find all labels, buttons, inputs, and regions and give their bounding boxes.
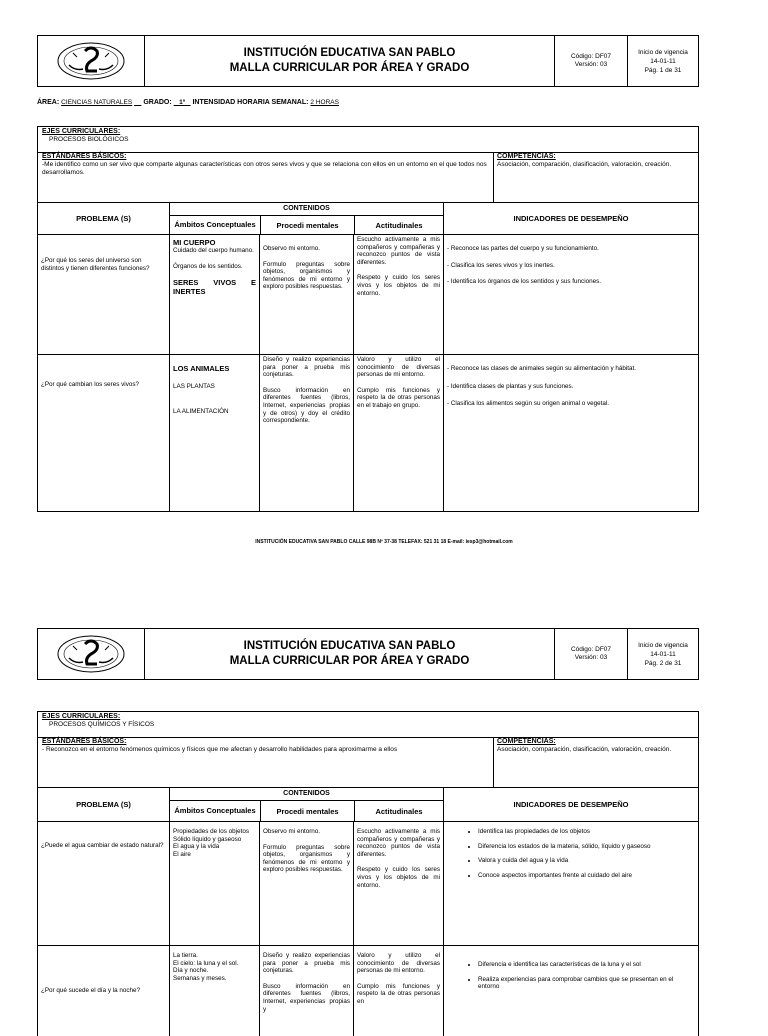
indicadores-cell: - Reconoce las partes del cuerpo y su funcionamiento. - Clasifica los seres vivos y los inertes. - Identifica los órganos de los sentidos y sus funciones. xyxy=(443,235,698,354)
competencias-value: Asociación, comparación, clasificación, valoración, creación. xyxy=(497,746,672,753)
vigencia-block xyxy=(628,629,698,679)
procedimentales-cell: Diseño y realizo experiencias para poner a prueba mis conjeturas. Busco información en diferentes fuentes (libros, Internet, experiencias propias y xyxy=(259,946,353,1036)
intensidad-value: 2 HORAS xyxy=(310,99,339,106)
indicadores-cell: - Reconoce las clases de animales según su alimentación y hábitat. - Identifica clases de plantas y sus funciones. - Clasifica los alimentos según su origen animal o vegetal. xyxy=(443,355,698,511)
problema-cell: ¿Por qué los seres del universo son distintos y tienen diferentes funciones? xyxy=(41,257,150,272)
ejes-label: EJES CURRICULARES: xyxy=(42,128,121,135)
estandares-label: ESTÁNDARES BÁSICOS: xyxy=(42,153,127,160)
estandares-label: ESTÁNDARES BÁSICOS: xyxy=(42,738,127,745)
ambitos-cell: LOS ANIMALES LAS PLANTAS LA ALIMENTACIÓN xyxy=(169,355,259,511)
document-title xyxy=(145,629,555,679)
school-logo xyxy=(38,36,145,86)
contenidos-header: CONTENIDOS xyxy=(283,204,330,212)
title-line-2: MALLA CURRICULAR POR ÁREA Y GRADO xyxy=(229,62,470,74)
page-footer: INSTITUCIÓN EDUCATIVA SAN PABLO CALLE 98B Nº 37-38 TELEFAX: 521 31 18 E-mail: iesp3@hotmail.com xyxy=(255,539,513,545)
title-line-1: INSTITUCIÓN EDUCATIVA SAN PABLO xyxy=(243,47,456,59)
area-value: CIENCIAS NATURALES xyxy=(61,99,133,106)
school-logo xyxy=(38,629,145,679)
contenidos-header: CONTENIDOS xyxy=(283,789,330,797)
table-header-row xyxy=(37,788,699,822)
ambitos-header: Ámbitos Conceptuales xyxy=(174,806,256,815)
table-row xyxy=(37,355,699,512)
ejes-box xyxy=(37,711,699,738)
actitudinales-cell: Valoro y utilizo el conocimiento de diversas personas de mi entorno. Cumplo mis funciones y respeto la de otras personas en el trabajo en grupo. xyxy=(353,355,443,511)
problema-cell: ¿Por qué cambian los seres vivos? xyxy=(41,381,139,388)
grado-label: GRADO: xyxy=(143,99,172,106)
vigencia-label: Inicio de vigencia xyxy=(638,48,688,56)
problema-header: PROBLEMA (S) xyxy=(76,800,131,809)
ambitos-cell: MI CUERPO Cuidado del cuerpo humano. Órganos de los sentidos. SERES VIVOS E INERTES xyxy=(169,235,259,354)
indicadores-cell: • Diferencia e identifica las características de la luna y el sol • Realiza experiencias para comprobar cambios que se presentan en el entorno xyxy=(443,946,698,1036)
ejes-value: PROCESOS QUÍMICOS Y FÍSICOS xyxy=(49,721,155,728)
ejes-label: EJES CURRICULARES: xyxy=(42,713,121,720)
competencias-label: COMPETENCIAS: xyxy=(497,153,556,160)
estandares-row xyxy=(37,738,699,788)
indicadores-cell: • Identifica las propiedades de los objetos • Diferencia los estados de la materia, sólido, líquido y gaseoso • Valora y cuida del agua y la vida • Conoce aspectos importantes frente al cuidado del aire xyxy=(443,822,698,945)
table-row xyxy=(37,946,699,1036)
table-row xyxy=(37,822,699,946)
problema-cell: ¿Por qué sucede el día y la noche? xyxy=(41,987,141,994)
page-number: Pág. 1 de 31 xyxy=(644,66,682,74)
code-block xyxy=(555,36,628,86)
vigencia-label: Inicio de vigencia xyxy=(638,641,688,649)
area-line: ÁREA: CIENCIAS NATURALES GRADO: 1º INTENSIDAD HORARIA SEMANAL: 2 HORAS xyxy=(37,99,339,106)
procedimentales-cell: Observo mi entorno. Formulo preguntas sobre objetos, organismos y fenómenos de mi entorno y exploro posibles respuestas. xyxy=(259,822,353,945)
document-header xyxy=(37,628,699,680)
code-text: Código: DF07 xyxy=(570,53,612,60)
vigencia-block xyxy=(628,36,698,86)
procedimentales-cell: Observo mi entorno. Formulo preguntas sobre objetos, organismos y fenómenos de mi entorno y exploro posibles respuestas. xyxy=(259,235,353,354)
ejes-box xyxy=(37,126,699,153)
estandares-value: - Reconozco en el entorno fenómenos químicos y físicos que me afectan y desarrollo habilidades para aproximarme a ellos xyxy=(42,746,398,753)
estandares-row xyxy=(37,153,699,203)
document-header xyxy=(37,35,699,87)
indicadores-header: INDICADORES DE DESEMPEÑO xyxy=(443,203,698,234)
competencias-value: Asociación, comparación, clasificación, valoración, creación. xyxy=(497,161,672,168)
area-label: ÁREA: xyxy=(37,99,60,106)
problema-cell: ¿Puede el agua cambiar de estado natural? xyxy=(41,842,164,849)
actitudinales-cell: Escucho activamente a mis compañeros y compañeras y reconozco puntos de vista diferentes. Respeto y cuido los seres vivos y los objetos de mi entorno. xyxy=(353,822,443,945)
ambitos-header: Ámbitos Conceptuales xyxy=(174,220,256,229)
procedimentales-cell: Diseño y realizo experiencias para poner a prueba mis conjeturas. Busco información en diferentes fuentes (libros, Internet, experiencias propias y de otros) y doy el crédito correspondiente. xyxy=(259,355,353,511)
estandares-value: -Me identifico como un ser vivo que comparte algunas características con otros seres vivos y que se relaciona con ellos en un entorno en el que todos nos desarrollamos. xyxy=(42,161,487,176)
code-block xyxy=(555,629,628,679)
procedimentales-header: Procedi mentales xyxy=(260,801,354,821)
table-header-row xyxy=(37,203,699,235)
actitudinales-cell: Escucho activamente a mis compañeros y compañeras y reconozco puntos de vista diferentes. Respeto y cuido los seres vivos y los objetos de mi entorno. xyxy=(353,235,443,354)
indicadores-header: INDICADORES DE DESEMPEÑO xyxy=(443,788,698,821)
actitudinales-cell: Valoro y utilizo el conocimiento de diversas personas de mi entorno. Cumplo mis funciones y respeto la de otras personas en xyxy=(353,946,443,1036)
problema-header: PROBLEMA (S) xyxy=(76,214,131,223)
title-line-2: MALLA CURRICULAR POR ÁREA Y GRADO xyxy=(229,655,470,667)
document-title xyxy=(145,36,555,86)
vigencia-date: 14-01-11 xyxy=(650,57,676,65)
ambitos-cell: La tierra. El cielo: la luna y el sol. Día y noche. Semanas y meses. xyxy=(169,946,259,1036)
ambitos-cell: Propiedades de los objetos Sólido líquido y gaseoso El agua y la vida El aire xyxy=(169,822,259,945)
intensidad-label: INTENSIDAD HORARIA SEMANAL xyxy=(192,99,307,106)
grado-value: 1º xyxy=(179,99,186,106)
table-row xyxy=(37,235,699,355)
ejes-value: PROCESOS BIOLÓGICOS xyxy=(49,136,129,143)
competencias-label: COMPETENCIAS: xyxy=(497,738,556,745)
version-text: Versión: 03 xyxy=(574,61,608,68)
vigencia-date: 14-01-11 xyxy=(650,650,676,658)
procedimentales-header: Procedi mentales xyxy=(260,216,354,234)
version-text: Versión: 03 xyxy=(574,654,608,661)
actitudinales-header: Actitudinales xyxy=(354,801,443,821)
title-line-1: INSTITUCIÓN EDUCATIVA SAN PABLO xyxy=(243,640,456,652)
page-number: Pág. 2 de 31 xyxy=(644,659,682,667)
actitudinales-header: Actitudinales xyxy=(354,216,443,234)
code-text: Código: DF07 xyxy=(570,646,612,653)
